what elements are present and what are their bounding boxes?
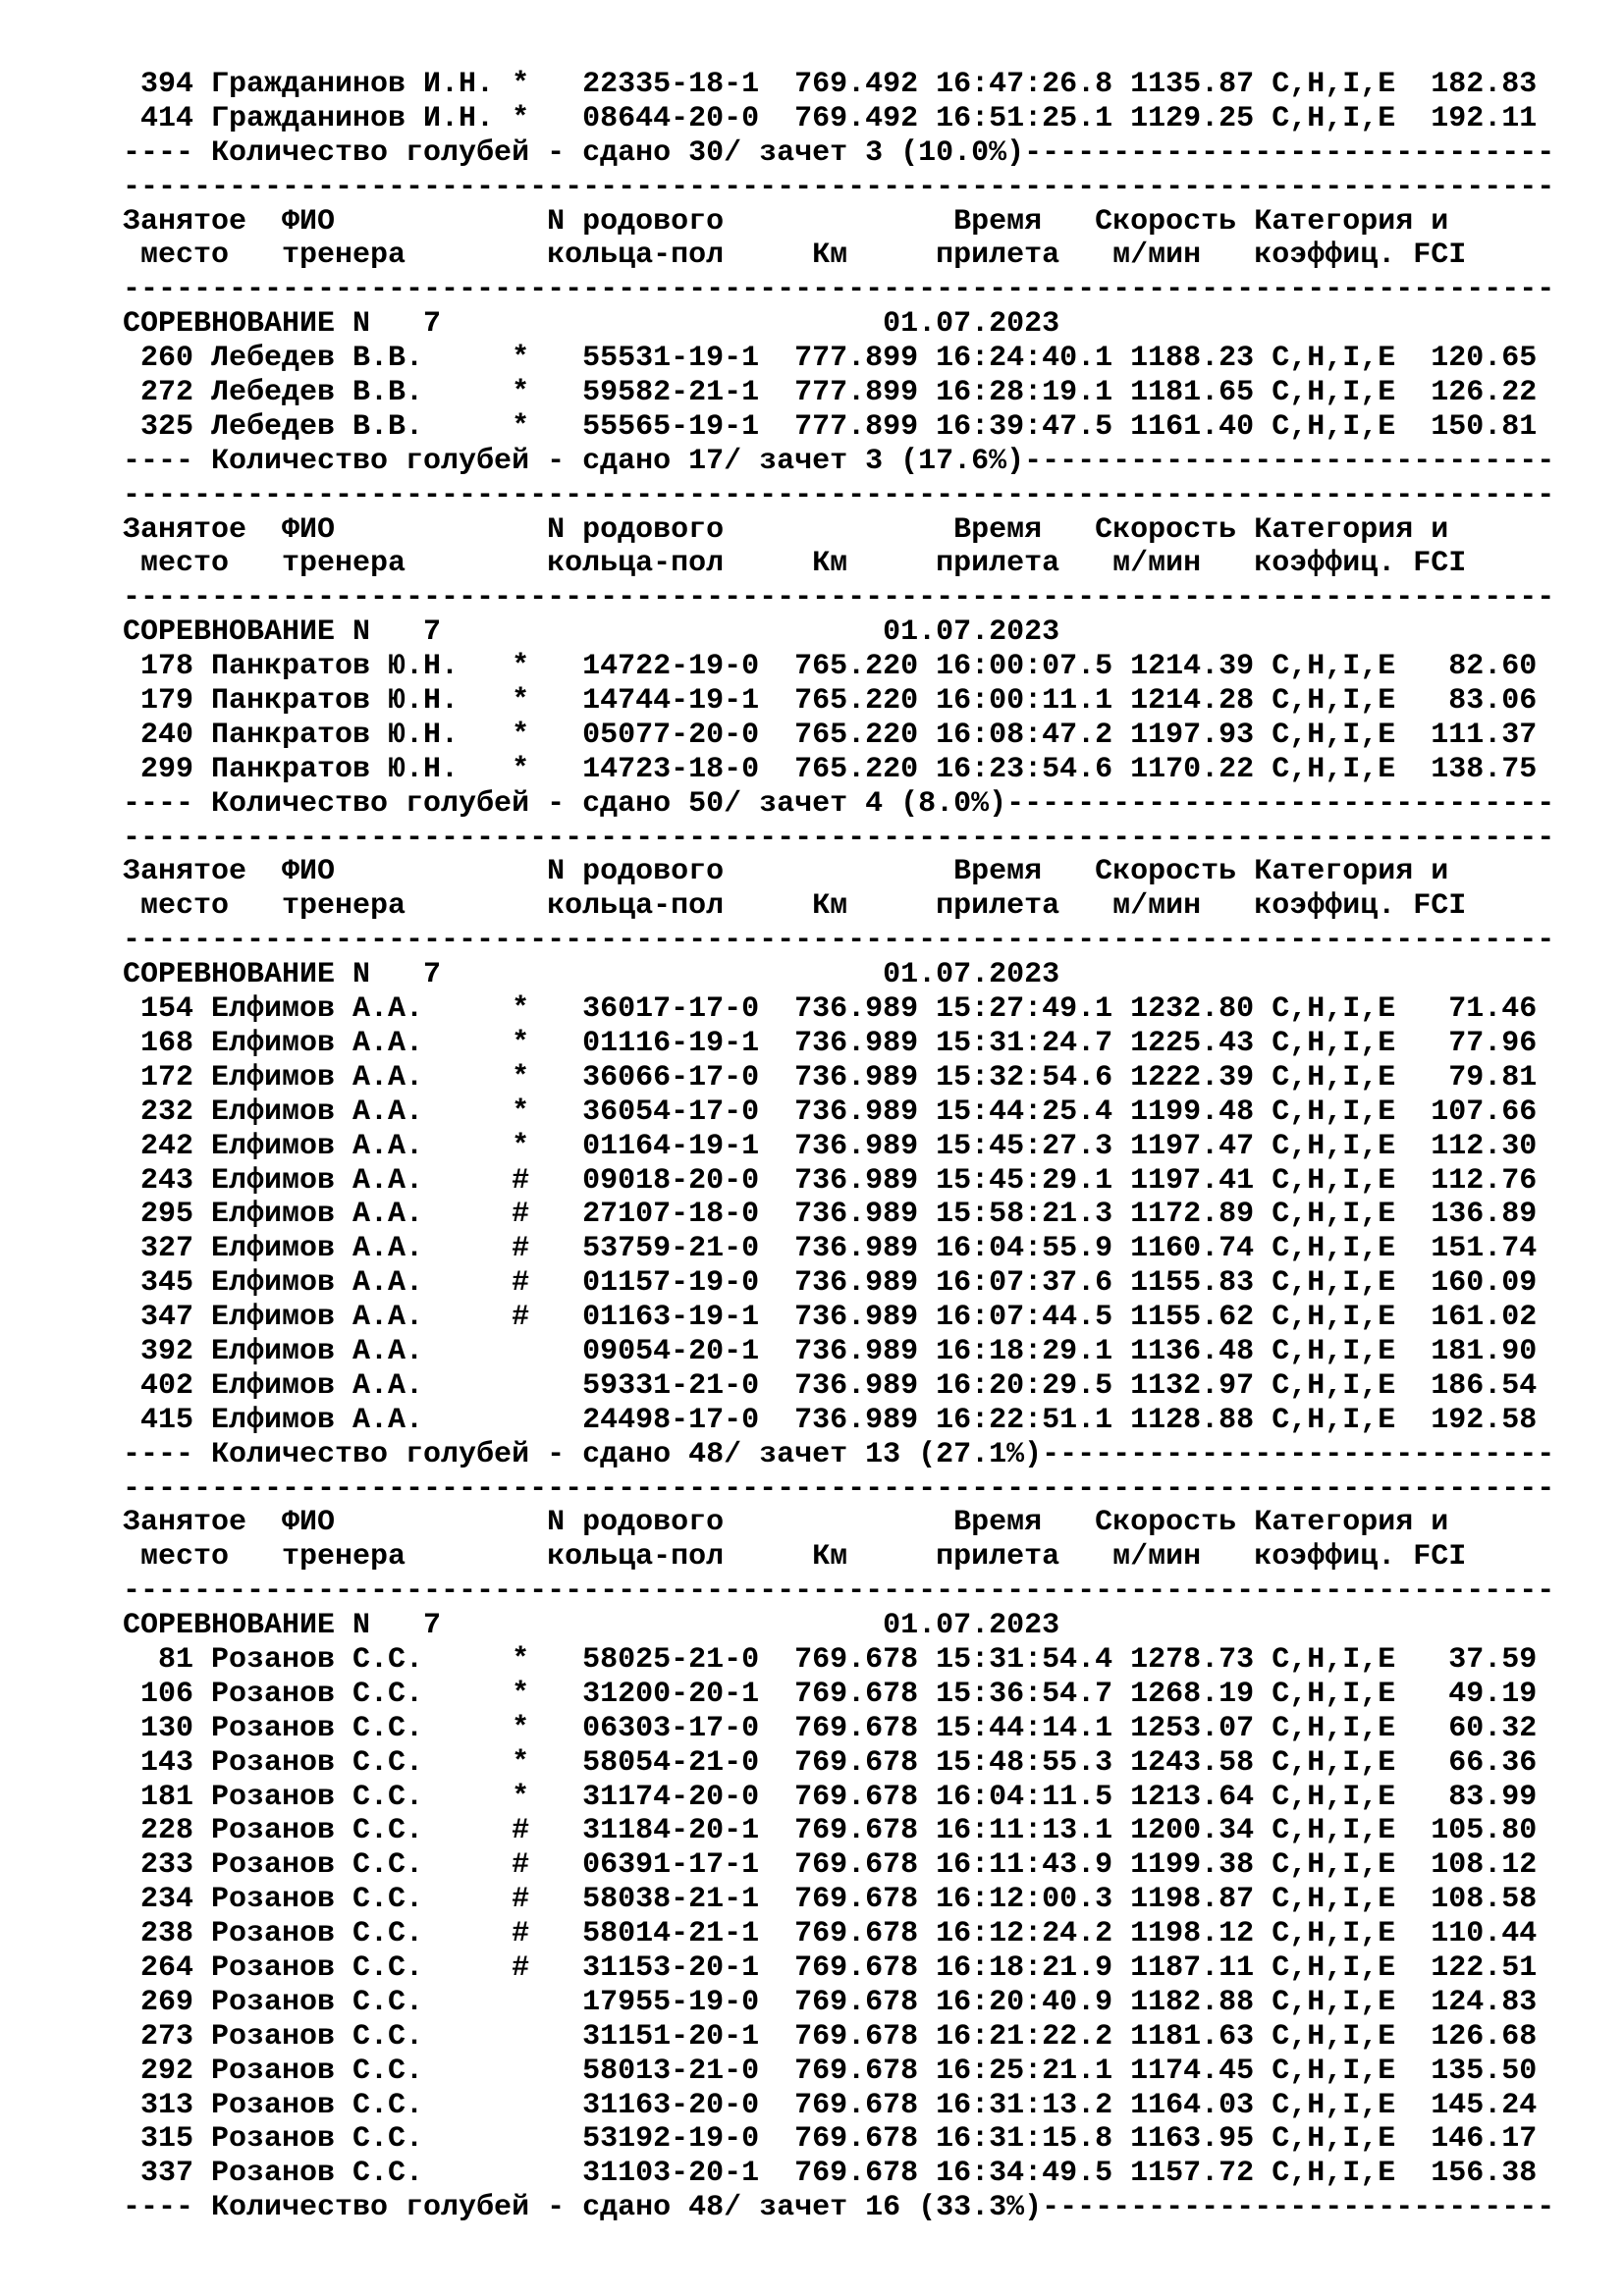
report-line: 345 Елфимов А.А. # 01157-19-0 736.989 16:07:37.6 1155.83 C,H,I,E 160.09 — [123, 1266, 1538, 1301]
report-line: 292 Розанов С.С. 58013-21-0 769.678 16:25:21.1 1174.45 C,H,I,E 135.50 — [123, 2054, 1538, 2088]
report-line: 327 Елфимов А.А. # 53759-21-0 736.989 16:04:55.9 1160.74 C,H,I,E 151.74 — [123, 1232, 1538, 1266]
report-line: 232 Елфимов А.А. * 36054-17-0 736.989 15:44:25.4 1199.48 C,H,I,E 107.66 — [123, 1095, 1538, 1129]
report-line: 243 Елфимов А.А. # 09018-20-0 736.989 15:45:29.1 1197.41 C,H,I,E 112.76 — [123, 1163, 1538, 1198]
report-line: 242 Елфимов А.А. * 01164-19-1 736.989 15:45:27.3 1197.47 C,H,I,E 112.30 — [123, 1129, 1538, 1163]
report-line: 392 Елфимов А.А. 09054-20-1 736.989 16:18:29.1 1136.48 C,H,I,E 181.90 — [123, 1334, 1538, 1368]
report-line: СОРЕВНОВАНИЕ N 7 01.07.2023 — [123, 958, 1060, 992]
report-line: 313 Розанов С.С. 31163-20-0 769.678 16:31:13.2 1164.03 C,H,I,E 145.24 — [123, 2088, 1538, 2122]
report-line: --------------------------------------------------------------------------------- — [123, 273, 1555, 307]
report-line: 295 Елфимов А.А. # 27107-18-0 736.989 15:58:21.3 1172.89 C,H,I,E 136.89 — [123, 1198, 1538, 1232]
report-line: место тренера кольца-пол Км прилета м/мин коэффиц. FCI — [123, 547, 1467, 581]
report-line: место тренера кольца-пол Км прилета м/мин коэффиц. FCI — [123, 889, 1467, 924]
report-line: 402 Елфимов А.А. 59331-21-0 736.989 16:20:29.5 1132.97 C,H,I,E 186.54 — [123, 1368, 1538, 1403]
report-line: 415 Елфимов А.А. 24498-17-0 736.989 16:22:51.1 1128.88 C,H,I,E 192.58 — [123, 1403, 1538, 1437]
report-line: 228 Розанов С.С. # 31184-20-1 769.678 16:11:13.1 1200.34 C,H,I,E 105.80 — [123, 1814, 1538, 1848]
report-line: --------------------------------------------------------------------------------- — [123, 1575, 1555, 1609]
report-line: Занятое ФИО N родового Время Скорость Категория и — [123, 512, 1449, 547]
report-line: ---- Количество голубей - сдано 17/ зачет 3 (17.6%)------------------------------ — [123, 444, 1555, 478]
report-line: 233 Розанов С.С. # 06391-17-1 769.678 16:11:43.9 1199.38 C,H,I,E 108.12 — [123, 1848, 1538, 1883]
report-line: 106 Розанов С.С. * 31200-20-1 769.678 15:36:54.7 1268.19 C,H,I,E 49.19 — [123, 1677, 1538, 1711]
report-line: Занятое ФИО N родового Время Скорость Категория и — [123, 855, 1449, 889]
report-line: 347 Елфимов А.А. # 01163-19-1 736.989 16:07:44.5 1155.62 C,H,I,E 161.02 — [123, 1301, 1538, 1335]
report-line: 414 Гражданинов И.Н. * 08644-20-0 769.492 16:51:25.1 1129.25 C,H,I,E 192.11 — [123, 101, 1538, 135]
report-line: 178 Панкратов Ю.Н. * 14722-19-0 765.220 16:00:07.5 1214.39 C,H,I,E 82.60 — [123, 650, 1538, 684]
report-line: 315 Розанов С.С. 53192-19-0 769.678 16:31:15.8 1163.95 C,H,I,E 146.17 — [123, 2122, 1538, 2157]
report-line: ---- Количество голубей - сдано 30/ зачет 3 (10.0%)------------------------------ — [123, 135, 1555, 170]
report-line: место тренера кольца-пол Км прилета м/мин коэффиц. FCI — [123, 1540, 1467, 1575]
report-line: 325 Лебедев В.В. * 55565-19-1 777.899 16:39:47.5 1161.40 C,H,I,E 150.81 — [123, 409, 1538, 444]
report-line: 272 Лебедев В.В. * 59582-21-1 777.899 16:28:19.1 1181.65 C,H,I,E 126.22 — [123, 376, 1538, 410]
report-line: 394 Гражданинов И.Н. * 22335-18-1 769.492 16:47:26.8 1135.87 C,H,I,E 182.83 — [123, 68, 1538, 101]
report-line: Занятое ФИО N родового Время Скорость Категория и — [123, 204, 1449, 239]
report-line: 273 Розанов С.С. 31151-20-1 769.678 16:21:22.2 1181.63 C,H,I,E 126.68 — [123, 2019, 1538, 2054]
report-line: 179 Панкратов Ю.Н. * 14744-19-1 765.220 16:00:11.1 1214.28 C,H,I,E 83.06 — [123, 684, 1538, 719]
results-printout — [123, 68, 1554, 2225]
report-line: место тренера кольца-пол Км прилета м/мин коэффиц. FCI — [123, 239, 1467, 273]
report-line: 168 Елфимов А.А. * 01116-19-1 736.989 15:31:24.7 1225.43 C,H,I,E 77.96 — [123, 1026, 1538, 1060]
report-line: ---- Количество голубей - сдано 48/ зачет 13 (27.1%)----------------------------- — [123, 1437, 1555, 1471]
report-line: 143 Розанов С.С. * 58054-21-0 769.678 15:48:55.3 1243.58 C,H,I,E 66.36 — [123, 1745, 1538, 1780]
report-line: 299 Панкратов Ю.Н. * 14723-18-0 765.220 16:23:54.6 1170.22 C,H,I,E 138.75 — [123, 752, 1538, 786]
report-line: СОРЕВНОВАНИЕ N 7 01.07.2023 — [123, 307, 1060, 342]
report-line: --------------------------------------------------------------------------------- — [123, 1471, 1555, 1506]
report-line: --------------------------------------------------------------------------------- — [123, 924, 1555, 958]
report-line: ---- Количество голубей - сдано 50/ зачет 4 (8.0%)------------------------------- — [123, 786, 1555, 821]
report-line: 81 Розанов С.С. * 58025-21-0 769.678 15:31:54.4 1278.73 C,H,I,E 37.59 — [123, 1642, 1538, 1677]
report-line: 238 Розанов С.С. # 58014-21-1 769.678 16:12:24.2 1198.12 C,H,I,E 110.44 — [123, 1917, 1538, 1951]
report-line: 181 Розанов С.С. * 31174-20-0 769.678 16:04:11.5 1213.64 C,H,I,E 83.99 — [123, 1780, 1538, 1814]
report-line: --------------------------------------------------------------------------------- — [123, 478, 1555, 512]
report-line: СОРЕВНОВАНИЕ N 7 01.07.2023 — [123, 615, 1060, 650]
report-line: СОРЕВНОВАНИЕ N 7 01.07.2023 — [123, 1609, 1060, 1643]
report-line: Занятое ФИО N родового Время Скорость Категория и — [123, 1506, 1449, 1540]
report-line: 260 Лебедев В.В. * 55531-19-1 777.899 16:24:40.1 1188.23 C,H,I,E 120.65 — [123, 342, 1538, 376]
report-line: 130 Розанов С.С. * 06303-17-0 769.678 15:44:14.1 1253.07 C,H,I,E 60.32 — [123, 1711, 1538, 1745]
report-line: --------------------------------------------------------------------------------- — [123, 821, 1555, 855]
report-line: 269 Розанов С.С. 17955-19-0 769.678 16:20:40.9 1182.88 C,H,I,E 124.83 — [123, 1985, 1538, 2019]
report-line: 154 Елфимов А.А. * 36017-17-0 736.989 15:27:49.1 1232.80 C,H,I,E 71.46 — [123, 992, 1538, 1027]
report-line: ---- Количество голубей - сдано 48/ зачет 16 (33.3%)----------------------------- — [123, 2191, 1555, 2225]
report-line: 264 Розанов С.С. # 31153-20-1 769.678 16:18:21.9 1187.11 C,H,I,E 122.51 — [123, 1950, 1538, 1985]
report-line: --------------------------------------------------------------------------------- — [123, 581, 1555, 615]
report-line: 234 Розанов С.С. # 58038-21-1 769.678 16:12:00.3 1198.87 C,H,I,E 108.58 — [123, 1883, 1538, 1917]
report-line: 240 Панкратов Ю.Н. * 05077-20-0 765.220 16:08:47.2 1197.93 C,H,I,E 111.37 — [123, 718, 1538, 752]
report-line: 172 Елфимов А.А. * 36066-17-0 736.989 15:32:54.6 1222.39 C,H,I,E 79.81 — [123, 1060, 1538, 1095]
report-line: --------------------------------------------------------------------------------- — [123, 170, 1555, 204]
report-line: 337 Розанов С.С. 31103-20-1 769.678 16:34:49.5 1157.72 C,H,I,E 156.38 — [123, 2157, 1538, 2191]
